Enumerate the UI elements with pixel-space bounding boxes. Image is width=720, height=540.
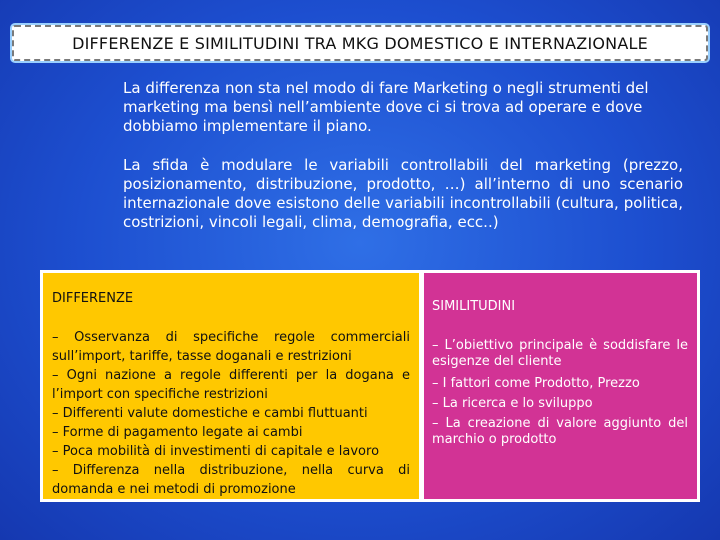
differenze-item: – Differenza nella distribuzione, nella curva di domanda e nei metodi di promozione [52, 463, 410, 497]
slide-title: DIFFERENZE E SIMILITUDINI TRA MKG DOMESTICO E INTERNAZIONALE [72, 33, 648, 53]
differenze-heading: DIFFERENZE [52, 291, 134, 306]
similitudini-panel [422, 270, 700, 502]
differenze-item: – Poca mobilità di investimenti di capitale e lavoro [52, 444, 380, 459]
title-box [12, 25, 708, 61]
similitudini-item: – La creazione di valore aggiunto del marchio o prodotto [432, 416, 688, 447]
differenze-panel [40, 270, 422, 502]
differenze-item: – Differenti valute domestiche e cambi fluttuanti [52, 406, 368, 421]
challenge-paragraph: La sfida è modulare le variabili controllabili del marketing (prezzo, posizionamento, distribuzione, prodotto, …) all’interno di uno scenario internazionale dove esistono delle variabili incontrollabili (cultura, politica, costrizioni, vincoli legali, clima, demografia, ecc..) [123, 156, 683, 231]
similitudini-item: – I fattori come Prodotto, Prezzo [432, 376, 640, 391]
similitudini-heading: SIMILITUDINI [432, 299, 516, 314]
differenze-item: – Ogni nazione a regole differenti per la dogana e l’import con specifiche restrizioni [52, 368, 410, 402]
intro-paragraph: La differenza non sta nel modo di fare Marketing o negli strumenti del marketing ma bensì nell’ambiente dove ci si trova ad operare e dove dobbiamo implementare il piano. [123, 79, 649, 135]
differenze-item: – Osservanza di specifiche regole commerciali sull’import, tariffe, tasse doganali e restrizioni [52, 330, 410, 364]
differenze-item: – Forme di pagamento legate ai cambi [52, 425, 303, 440]
similitudini-item: – La ricerca e lo sviluppo [432, 396, 593, 411]
similitudini-item: – L’obiettivo principale è soddisfare le esigenze del cliente [432, 338, 688, 369]
